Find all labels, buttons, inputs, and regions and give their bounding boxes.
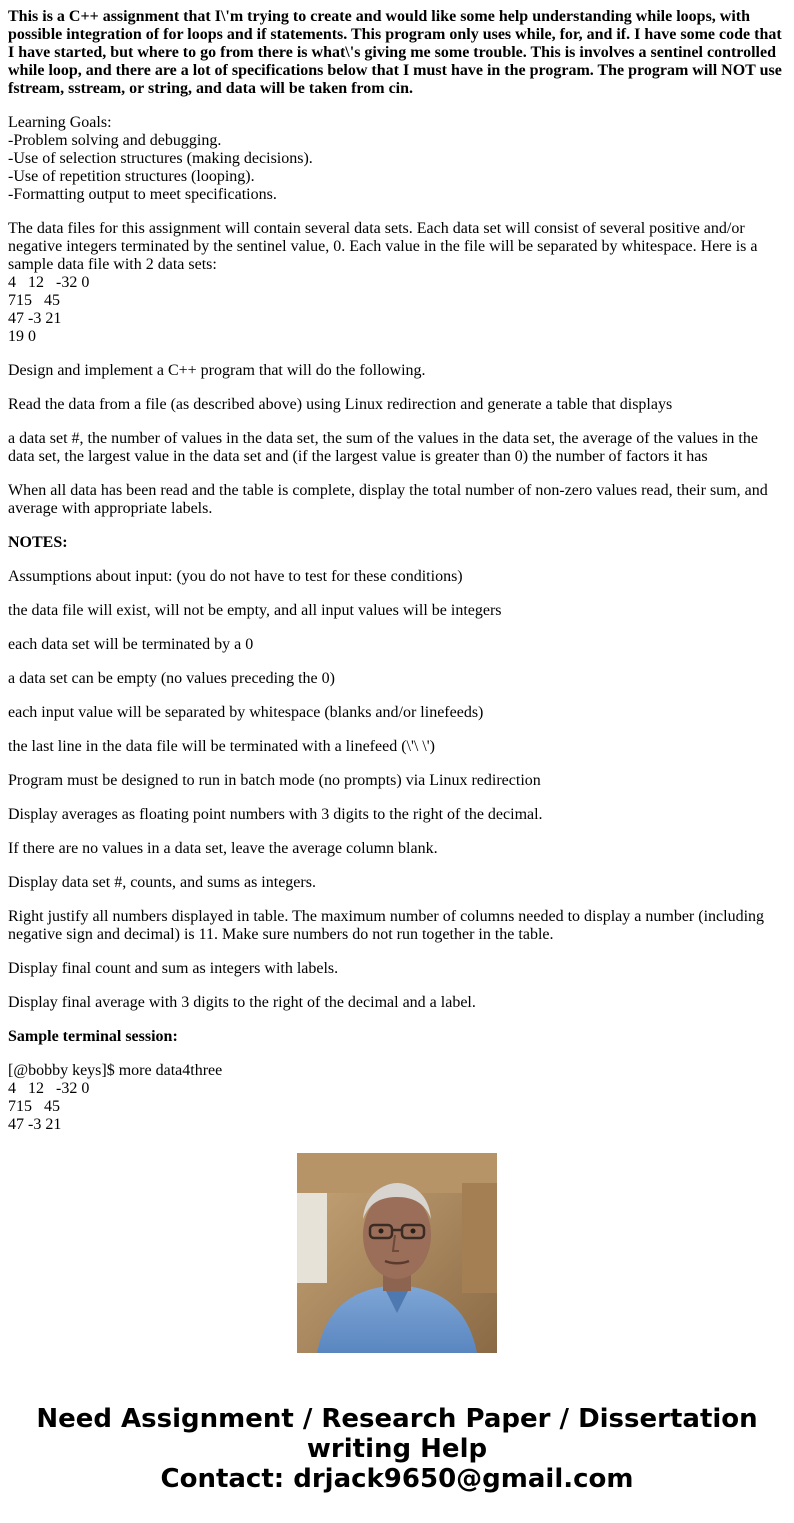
goal-item: -Formatting output to meet specifications. bbox=[8, 186, 277, 203]
question-intro: This is a C++ assignment that I\'m trying to create and would like some help understanding while loops, with possible integration of for loops and if statements. This program only uses while, for, and if. I have some code that I have started, but where to go from there is what\'s giving me some trouble. This is involves a sentinel controlled while loop, and there are a lot of specifications below that I must have in the program. The program will NOT use fstream, sstream, or string, and data will be taken from cin. bbox=[8, 8, 782, 97]
goals-heading: Learning Goals: bbox=[8, 114, 112, 131]
sample-line: 715 45 bbox=[8, 292, 60, 309]
note-item: Program must be designed to run in batch mode (no prompts) via Linux redirection bbox=[8, 772, 541, 789]
sample-line: 4 12 -32 0 bbox=[8, 274, 90, 291]
notes-heading: NOTES: bbox=[8, 534, 68, 551]
person-portrait-image bbox=[297, 1153, 497, 1353]
promo-contact: Contact: drjack9650@gmail.com bbox=[160, 1464, 634, 1494]
note-item: a data set can be empty (no values preceding the 0) bbox=[8, 670, 335, 687]
note-item: If there are no values in a data set, leave the average column blank. bbox=[8, 840, 438, 857]
promo-banner bbox=[0, 1404, 794, 1494]
note-item: Display data set #, counts, and sums as integers. bbox=[8, 874, 316, 891]
design-paragraph: Design and implement a C++ program that will do the following. bbox=[8, 362, 426, 379]
note-item: the last line in the data file will be terminated with a linefeed (\'\ \') bbox=[8, 738, 435, 755]
final-paragraph: When all data has been read and the table is complete, display the total number of non-zero values read, their sum, and average with appropriate labels. bbox=[8, 482, 768, 517]
sample-line: 47 -3 21 bbox=[8, 310, 62, 327]
read-paragraph: Read the data from a file (as described above) using Linux redirection and generate a table that displays bbox=[8, 396, 673, 413]
goal-item: -Problem solving and debugging. bbox=[8, 132, 222, 149]
terminal-session bbox=[8, 1062, 786, 1134]
note-item: each data set will be terminated by a 0 bbox=[8, 636, 254, 653]
avatar bbox=[297, 1153, 497, 1353]
learning-goals bbox=[8, 114, 786, 204]
sample-line: 19 0 bbox=[8, 328, 36, 345]
note-item: Assumptions about input: (you do not have to test for these conditions) bbox=[8, 568, 463, 585]
note-item: Display final count and sum as integers with labels. bbox=[8, 960, 339, 977]
session-line: 47 -3 21 bbox=[8, 1116, 62, 1133]
session-line: [@bobby keys]$ more data4three bbox=[8, 1062, 223, 1079]
goal-item: -Use of selection structures (making decisions). bbox=[8, 150, 313, 167]
goal-item: -Use of repetition structures (looping). bbox=[8, 168, 255, 185]
note-item: the data file will exist, will not be empty, and all input values will be integers bbox=[8, 602, 502, 619]
data-description bbox=[8, 220, 786, 346]
assignment-text bbox=[8, 8, 786, 1133]
promo-line: Need Assignment / Research Paper / Dissertation bbox=[36, 1404, 758, 1434]
note-item: each input value will be separated by whitespace (blanks and/or linefeeds) bbox=[8, 704, 484, 721]
note-item: Display final average with 3 digits to the right of the decimal and a label. bbox=[8, 994, 476, 1011]
data-desc-text: The data files for this assignment will contain several data sets. Each data set will consist of several positive and/or negative integers terminated by the sentinel value, 0. Each value in the file will be separated by whitespace. Here is a sample data file with 2 data sets: bbox=[8, 220, 758, 273]
session-line: 4 12 -32 0 bbox=[8, 1080, 90, 1097]
table-description: a data set #, the number of values in the data set, the sum of the values in the data set, the average of the values in the data set, the largest value in the data set and (if the largest value is greater than 0) the number of factors it has bbox=[8, 430, 758, 465]
note-item: Right justify all numbers displayed in table. The maximum number of columns needed to display a number (including negative sign and decimal) is 11. Make sure numbers do not run together in the table. bbox=[8, 908, 765, 943]
promo-line: writing Help bbox=[306, 1434, 488, 1464]
session-heading: Sample terminal session: bbox=[8, 1028, 178, 1045]
session-line: 715 45 bbox=[8, 1098, 60, 1115]
note-item: Display averages as floating point numbers with 3 digits to the right of the decimal. bbox=[8, 806, 543, 823]
